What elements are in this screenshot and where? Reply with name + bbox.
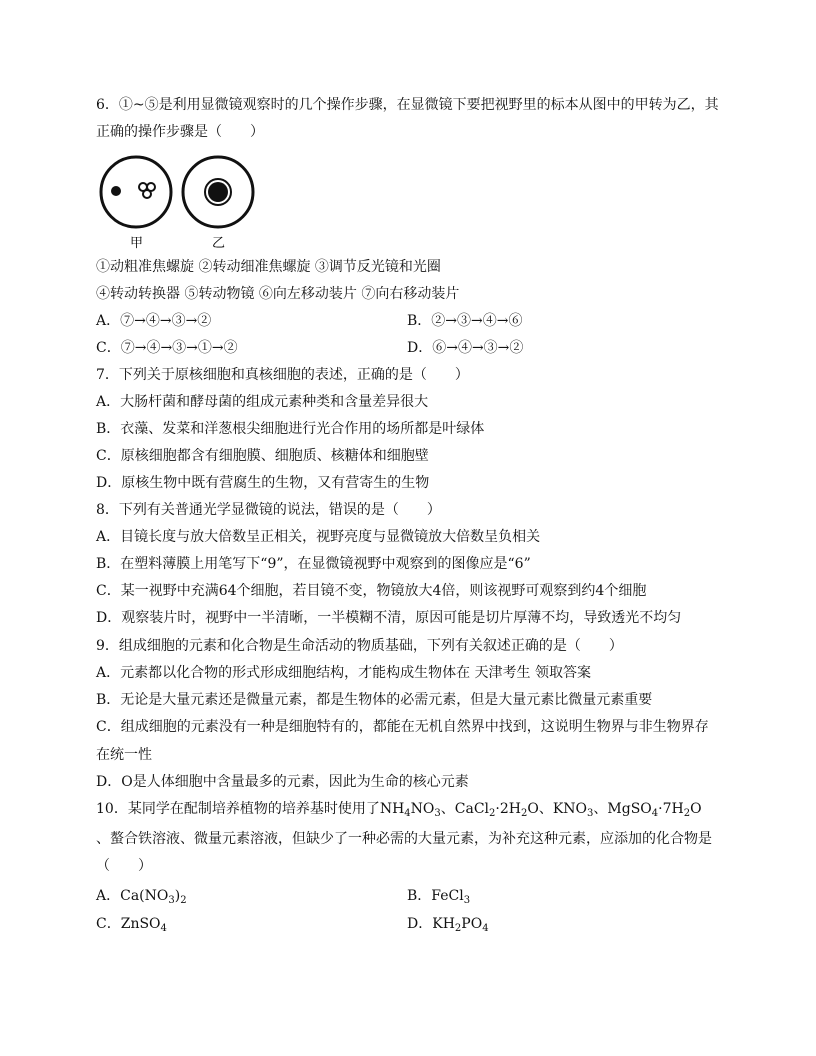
q6-option-c: C．⑦→④→③→①→② (96, 340, 238, 356)
q6-option-d: D．⑥→④→③→② (407, 340, 524, 356)
q9-option-c-line1: C．组成细胞的元素没有一种是细胞特有的，都能在无机自然界中找到，这说明生物界与非生物界存 (96, 719, 709, 735)
microscope-field-figure (96, 150, 266, 254)
q9-option-d: D．O是人体细胞中含量最多的元素，因此为生命的核心元素 (96, 774, 469, 790)
specimen-dot-left (111, 186, 121, 196)
q10-option-a: A．$Ca(NO_3)_2$ (96, 888, 187, 906)
q8-option-d: D．观察装片时，视野中一半清晰，一半模糊不清，原因可能是切片厚薄不均，导致透光不均匀 (96, 610, 682, 626)
q6-stem-line2: 正确的操作步骤是（ ） (96, 124, 264, 140)
q9-option-b: B．无论是大量元素还是微量元素，都是生物体的必需元素，但是大量元素比微量元素重要 (96, 692, 653, 708)
label-jia: 甲 (130, 236, 144, 251)
field-jia (101, 157, 171, 251)
q6-stem-line1: 6．①~⑤是利用显微镜观察时的几个操作步骤，在显微镜下要把视野里的标本从图中的甲转为乙，其 (96, 97, 719, 113)
formula-cano3-2: $Ca(NO_3)_2$ (120, 888, 187, 906)
q6-option-a: A．⑦→④→③→② (96, 313, 212, 329)
q8-option-a: A．目镜长度与放大倍数呈正相关，视野亮度与显微镜放大倍数呈负相关 (96, 529, 541, 545)
formula-fecl3: FeCl$_3$ (431, 888, 471, 906)
formula-cacl2-2h2o: $CaCl_2\cdot 2H_2O$ (454, 801, 539, 819)
formula-mgso4-7h2o: $MgSO_4\cdot 7H_2O$ (607, 801, 702, 819)
q7-option-d: D．原核生物中既有营腐生的生物，又有营寄生的生物 (96, 475, 430, 491)
q10-option-d: D．$KH_2PO_4$ (407, 916, 489, 934)
q6-steps-line1: ①动粗准焦螺旋 ②转动细准焦螺旋 ③调节反光镜和光圈 (96, 259, 441, 275)
formula-kh2po4: $KH_2PO_4$ (432, 916, 489, 934)
formula-znso4: ZnSO$_4$ (120, 916, 167, 934)
q10-option-b: B．FeCl$_3$ (407, 888, 471, 906)
q10-stem-prefix: 10．某同学在配制培养植物的培养基时使用了 (96, 801, 380, 817)
q6-steps-line2: ④转动转换器 ⑤转动物镜 ⑥向左移动装片 ⑦向右移动装片 (96, 286, 460, 302)
formula-kno3: $KNO_3$ (552, 801, 594, 819)
q8-stem: 8．下列有关普通光学显微镜的说法，错误的是（ ） (96, 502, 441, 518)
q10-stem-line2: 、螯合铁溶液、微量元素溶液，但缺少了一种必需的大量元素，为补充这种元素，应添加的化合物是 (96, 831, 712, 847)
q9-option-c-line2: 在统一性 (96, 747, 152, 763)
q7-stem: 7．下列关于原核细胞和真核细胞的表述，正确的是（ ） (96, 367, 469, 383)
specimen-dot-enlarged (208, 182, 228, 202)
q7-option-b: B．衣藻、发菜和洋葱根尖细胞进行光合作用的场所都是叶绿体 (96, 421, 485, 437)
q9-stem: 9．组成细胞的元素和化合物是生命活动的物质基础，下列有关叙述正确的是（ ） (96, 638, 623, 654)
label-yi: 乙 (212, 236, 226, 251)
q7-option-c: C．原核细胞都含有细胞膜、细胞质、核糖体和细胞壁 (96, 448, 429, 464)
q8-option-c: C．某一视野中充满64个细胞，若目镜不变，物镜放大4倍，则该视野可观察到约4个细胞 (96, 583, 647, 599)
field-yi (183, 157, 253, 251)
q10-option-c: C．ZnSO$_4$ (96, 916, 167, 934)
q10-stem-line1: 10．某同学在配制培养植物的培养基时使用了$NH_4NO_3$、$CaCl_2\cdot 2H_2O$、$KNO_3$、$MgSO_4\cdot 7H_2O$ (96, 801, 702, 819)
formula-nh4no3: $NH_4NO_3$ (379, 801, 441, 819)
q8-option-b: B．在塑料薄膜上用笔写下“9”，在显微镜视野中观察到的图像应是“6” (96, 556, 531, 572)
q6-option-b: B．②→③→④→⑥ (407, 313, 523, 329)
q7-option-a: A．大肠杆菌和酵母菌的组成元素种类和含量差异很大 (96, 394, 429, 410)
q9-option-a: A．元素都以化合物的形式形成细胞结构，才能构成生物体在 天津考生 领取答案 (96, 665, 592, 681)
q10-stem-line3: （ ） (96, 858, 152, 874)
